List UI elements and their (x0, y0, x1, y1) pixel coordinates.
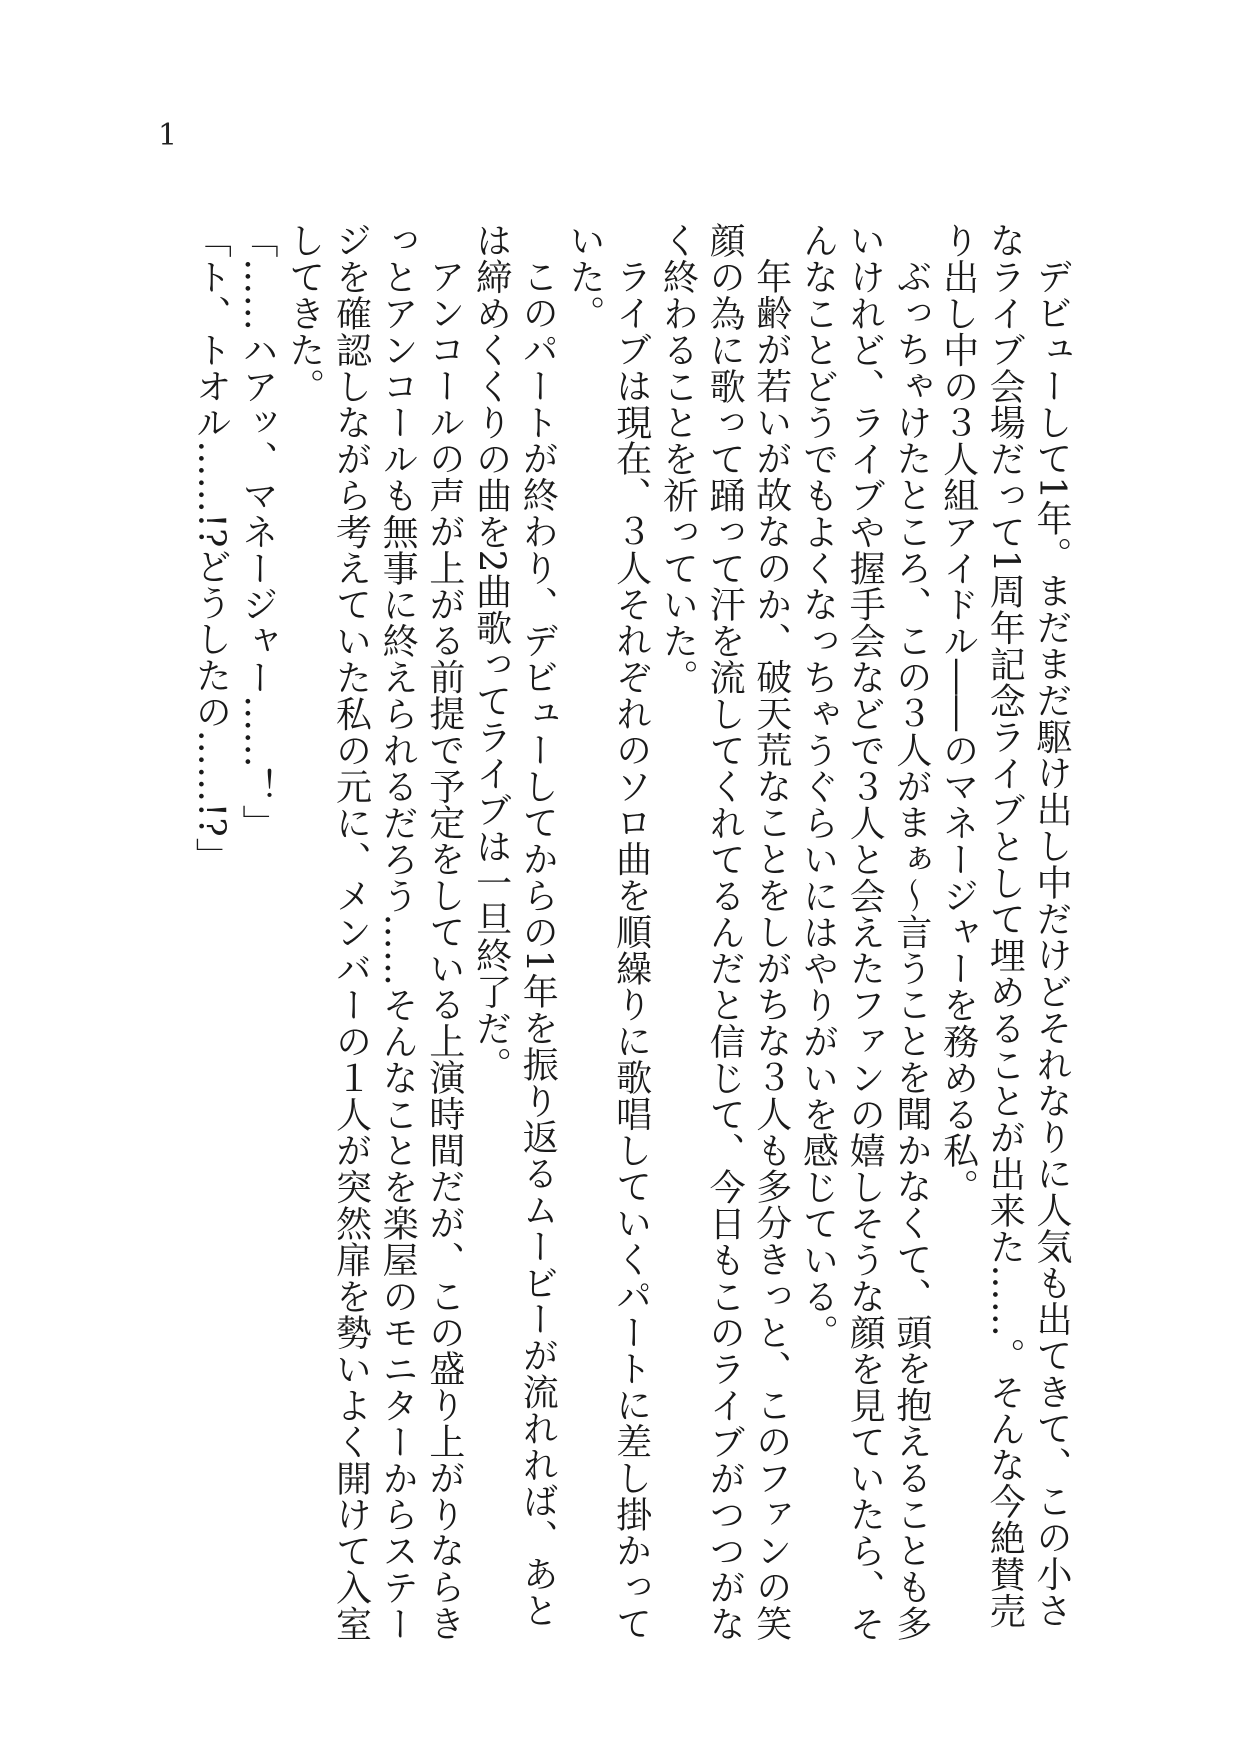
text-line: ジを確認しながら考えていた私の元に、メンバーの１人が突然扉を勢いよく開けて入室 (330, 222, 372, 1642)
text-line: いけれど、ライブや握手会などで３人と会えたファンの嬉しそうな顔を見ていたら、そ (844, 222, 886, 1642)
page-number: 1 (158, 118, 178, 153)
text-line: 「ト、トオル……!?どうしたの……!?」 (190, 222, 232, 874)
text-line: 顔の為に歌って踊って汗を流してくれてるんだと信じて、今日もこのライブがつつがな (704, 222, 746, 1642)
text-line: んなことどうでもよくなっちゃうぐらいにはやりがいを感じている。 (797, 222, 839, 1351)
text-line: っとアンコールも無事に終えられるだろう……そんなことを楽屋のモニターからステー (377, 222, 419, 1642)
text-line: アンコールの声が上がる前提で予定をしている上演時間だが、この盛り上がりならき (423, 258, 465, 1642)
text-line: ぶっちゃけたところ、この３人がまぁ〜言うことを聞かなくて、頭を抱えることも多 (890, 258, 932, 1642)
text-line: いた。 (563, 222, 605, 332)
text-line: デビューして1年。まだまだ駆け出し中だけどそれなりに人気も出てきて、この小さ (1031, 258, 1072, 1629)
text-line: このパートが終わり、デビューしてからの1年を振り返るムービーが流れれば、あと (517, 258, 559, 1629)
text-line: してきた。 (283, 222, 325, 404)
text-line: は締めくくりの曲を2曲歌ってライブは一旦終了だ。 (470, 222, 512, 1083)
text-line: なライブ会場だって1周年記念ライブとして埋めることが出来た……。そんな今絶賛売 (984, 222, 1026, 1629)
text-line: ライブは現在、３人それぞれのソロ曲を順繰りに歌唱していくパートに差し掛かって (610, 258, 652, 1642)
text-line: り出し中の３人組アイドル――のマネージャーを務める私。 (937, 222, 979, 1205)
body-text (187, 222, 1074, 1642)
text-line: 年齢が若いが故なのか、破天荒なことをしがちな３人も多分きっと、このファンの笑 (750, 258, 792, 1642)
text-line: く終わることを祈っていた。 (657, 222, 699, 696)
text-line: 「……ハアッ、マネージャー……！」 (237, 222, 279, 841)
